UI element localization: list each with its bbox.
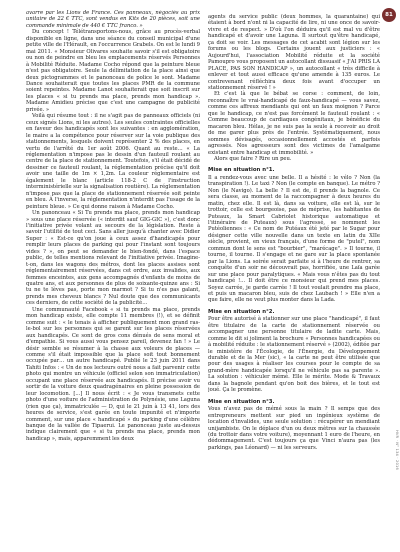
- left-text-column: [26, 10, 200, 540]
- paragraph: Un panonceau « Si Tu prends ma place, prends mon handicap » sous une place réservée (« interdit sauf GIG-GIC »), c'est donc l'initiative privée volant au secours de la législation. Reste à savoir l'utilité de tout ceci. Sans aller jusqu'à chanter avec Didier Super : « Est-ce qu'on joue à ceux assez d'handicapés pour remplir leurs places de parking qui pour l'instant sont toujours vides ? », on peut se demander le bien-fondé, dans l'espace public, de telles mentions relevant de l'initiative privée. Imagine-t-on, dans les wagons des métros, dont les places assises sont réglementairement réservées, dans cet ordre, aux invalides, aux femmes enceintes, aux gens accompagnés d'enfants de moins de quatre ans, et aux personnes de plus de soixante-quinze ans : Si tu ne te lèves pas, porte mon marmot ? Si tu n'es pas galant, prends mes cheveux blancs ? Nul doute que des communicants ces derniers, de cette société de la publicité…: [26, 210, 200, 307]
- running-foot: [393, 430, 399, 540]
- paragraph: agents du service public (deux hommes, la quarantaine) qui étaient à bord n'ont ni la capacité de lire, ni une once de savoir-vivre et de respect. » D'où l'on déduira qu'il est mal vu d'être handicapé et d'avoir une Laguna. Il surtout qu'être handicapé, ça doit se voir. Les messages de cet acabit sont légion sur les forums ou les blogs. Certains jouent aux justiciers : « Aujourd'hui, l'association Mobilité réduite et la société Pamoupro vous proposent un autocollant dissuasif « J'AI PRIS LA PLACE, PAS SON HANDICAP », un autocollant « très difficile à enlever et tout aussi efficace qu'une amende à 135 euros. Le contrevenant réfléchira deux fois avant d'occuper un stationnement réservé ! »: [208, 14, 380, 91]
- section-heading: Mise en situation n°2.: [208, 308, 275, 315]
- paragraph: Pour être autorisé à stationner sur une place "handicapé", il faut être titulaire de la carte de stationnement réservée ou accompagner une personne titulaire de ladite carte. Mais, comme le dit si joliment la brochure « Personnes handicapées ou à mobilité réduite : le stationnement réservé » (2002), éditée par le ministère de l'Écologie, de l'Énergie, du Développement durable et de la Mer (sic), « la carte ne peut être utilisée que pour des usages à réaliser les courses pour le compte de sa grand-mère handicapée lorsqu'il ne véhicule pas sa parente ». La solution : véhiculer mémé. Elle le mérite. Mode & Travaux dans la bagnole pendant qu'on boit des bières, et le tout est joué. Ça le promène.: [208, 316, 380, 394]
- section-heading: Mise en situation n°1.: [208, 167, 275, 174]
- running-foot-text: HVR · N° 134 · 2016: [395, 430, 399, 470]
- paragraph: avarre par les Lions de France. Ces panneaux, négociés au prix unitaire de 22 € TTC, sont vendus en Kits de 20 pièces, soit une commande minimale de 440 € TTC franco. »: [26, 10, 200, 29]
- section-heading: Mise en situation n°3.: [208, 398, 275, 405]
- paragraph: Il a rendez-vous avec une belle. Il a hésité : le vélo ? Non (la transpiration !). Le taxi ? Non (le compte en banque). Le métro ? Non (le Navigo). La belle ? Il est de, il prends la bagnole. Ce sera classe, au moment de la raccompagner à deux heures du matin, chez elle. Il est là, dans sa voiture, elle est là, sur le trottoir, celle est bourgeoise, pas de méprise, les habitantes de Puteaux, la Smart Cabriolet historique automatique et l'itinéraire de Puteaux) sous l'agressé, se nomment les Putéoliennes : « Ce nom de Putéaux été jeté par le Sugar pour désigner cette ville nouvelle dans un texte en latin du XIIe siècle, provient, en vieux français, d'une forme de "putel", nom commun dont le sens est "bourbier", "marécage". » Il tourne, il tourne, il tourne. Il s'engage et ne gare sur la place spontanée par la Lions. La soirée serait parfaite si à l'heure de rentrer, sa conquête d'un soir ne découvrait pas, horrifiée, une Laïa garée sur une place pour paralytiques. « Mais vous n'êtes pas du tout handicapé !… Il doit être ce monsieur qui prend mes places. Soyez carrée, je garde carrée ! Il tout voulait prendre ma place, et puis un macaron bleu, suis de chez Laubach ! » Elle n'en a que faire, elle ne veut plus monter dans la Lada.: [208, 174, 380, 304]
- right-text-column: [208, 14, 380, 544]
- paragraph: Voilà qui résume tout : il ne s'agit pas de panneaux officiels (ni ceux signés Lions, ni les autres). Les seules contraintes officielles en faveur des handicapés sont les suivantes : en agglomération, le maire a la compétence pour réserver sur la voie publique des stationnements, lesquels doivent représenter 2 % des places, en vertu de l'arrêté du 1er août 2006. Quant au reste… « La réglementation n'impose pas le dessin d'un fauteuil roulant au centre de la place de stationnement. Toutefois, s'il était décidé de dessiner ce fauteuil roulant, la réglementation précise qu'il doit avoir une taille de 1m × 1,2m. La couleur réglementaire est également le blanc (article 118-2 C de l'instruction interministérielle sur la signalisation routière). La réglementation n'impose pas que la place de stationnement réservée soit peinte en bleu. À l'inverse, la réglementation n'interdit pas l'usage de la peinture bleue. » Ce qui donne raison à Madame Cocho.: [26, 113, 200, 210]
- paragraph: Vous n'avez pas de mémé sous la main ? Il semps que des entrepreneurs mettent sur pied un ingénieux système de location d'invalides, une seule solution : récupérer un mendiant unijambiste. On le déplace d'un ou deux mètres sur la chaussée (du trottoir dans votre voiture), moyennant 1 euro de l'heure, en dédommagement. C'est toujours ça que Vinci n'aura pas (les parkings, pas Léonard) — ni les serveurs.: [208, 406, 380, 451]
- paragraph: Et c'est là que le bébat se corse : comment, de loin, reconnaître le vrai-handicapé de faux-handicapé — vous savez, comme ces affreux mendiants qui ont un faux moignon ? Parce que le handicap, ce n'est pas forcément le fauteuil roulant : « Comme beaucoup de cardiaques congénitaux, je bénéficie du macaron bleu. Hélas, je ne suis pas la seule à recevoir au droit de me garer plus près de l'entrée. Systématiquement, nous sommes dévisagés, occasionnellement accostés et parfois agressés. Nos agresseurs sont des victimes de l'amalgame existant entre handicap et immobilité. »: [208, 91, 380, 156]
- paragraph: Une communauté Facebook « si tu prends ma place, prends mon handicap existe, elle compte 11 membres (!), et se définit comme suit : « le tenais à afficher publiquement mon grand ras-le-bol sur les personnes qui se garent sur les places réservées aux handicapés. Ce sont de gros cons dénués de sens moral et d'empathie. Si vous aussi vous pensez pareil, devenez fan ! » Le désir semble se résumer à la chasse aux voleurs de places — comme s'il était impossible que la place soit tout bonnement occupée par… un autre handicapé. Publié le 23 juin 2011 dans Tahiti Infos : « Un de nos lecteurs outré nous a fait parvenir cette photo qui montre un véhicule (officiel selon son immatriculation) occupant une place réservée aux handicapés. Il précise avoir vu sortir de la voiture deux quadragénaires en pleine possession de leur locomotion. [...] Il nous écrit : « Je vous transmets cette photo d'une voiture de l'administration de Polynésie, une Laguna (rien que ça), immatriculée — D, qui le 21 juin à 13 41, lors des heures de service, s'est garée en toute impunité et n'importe comment, sur une place « handicapé » du parking d'une célèbre banque de la vallée de Tipaerui. Le panonceau juste au-dessus indique clairement que « si tu prends ma place, prends mon handicap », mais, apparemment les deux: [26, 306, 200, 442]
- paragraph: Du concept ! Télétransportons-nous, grâce au procès-verbal disponible en ligne, dans une séance du conseil municipal d'une petite ville de l'Hérault, en l'occurrence Grabels. On est le lundi 9 mai 2011. « Monsieur Olivares souhaite savoir s'il est obligatoire ou non de peindre en bleu les emplacements réservés Personnes à Mobilité Réduite. Madame Cocho répond que la peinture bleue n'est pas obligatoire. Seule la délimitation de la place ainsi que deux pictogrammes et le panonceau de police le sont. Madame Dance souhaiterait que toutes les places PMR de la commune soient repeintes. Madame Lanot souhaiterait que soit inscrit sur les places « si tu prends ma place, prends mon handicap ». Madame Amidieu précise que c'est une campagne de publicité privée. »: [26, 29, 200, 113]
- paragraph: Alors que faire ? Rire un peu.: [214, 155, 292, 162]
- page-number-badge: 81: [382, 8, 396, 22]
